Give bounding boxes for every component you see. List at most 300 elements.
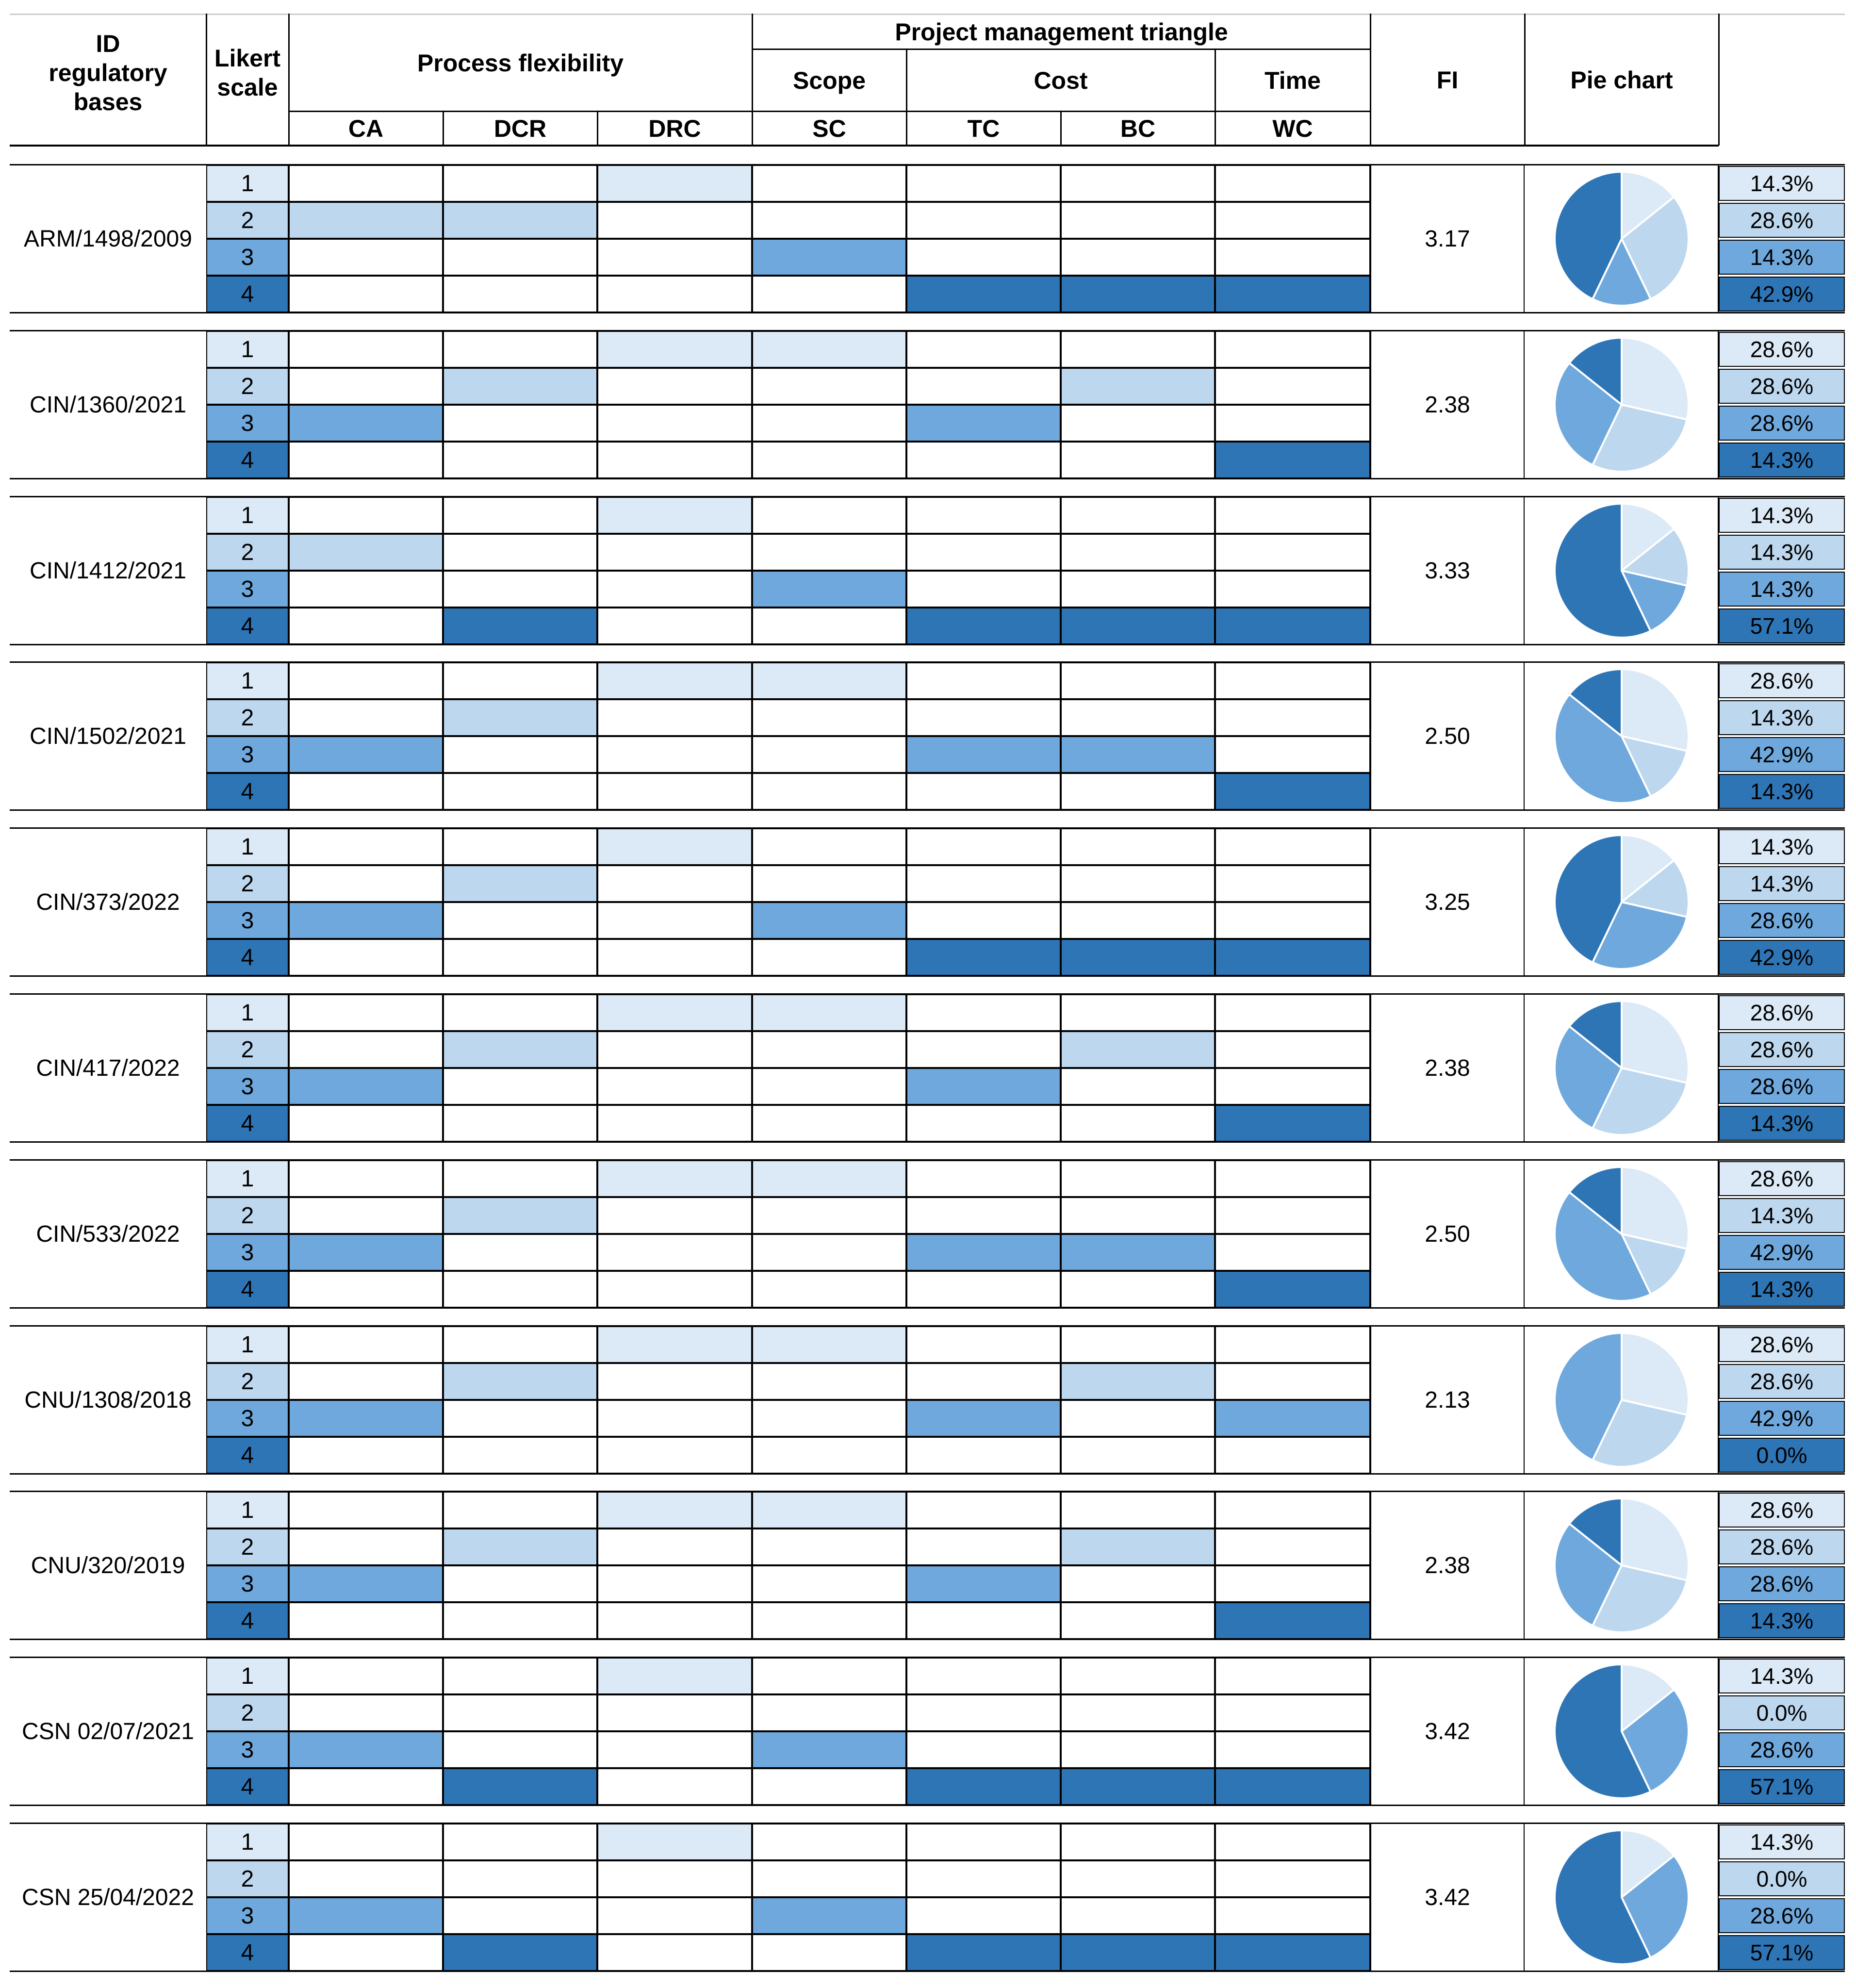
criterion-cell-sc-level-3 xyxy=(752,405,906,442)
fi-value: 3.42 xyxy=(1370,1824,1525,1971)
criterion-cell-dcr-level-1 xyxy=(443,1658,597,1694)
criterion-cell-tc-level-1 xyxy=(906,1160,1061,1197)
criterion-cell-ca-level-1 xyxy=(289,1658,443,1694)
header-col-tc: TC xyxy=(967,115,1000,142)
criterion-cell-dcr-level-2 xyxy=(443,1860,597,1897)
pie-chart xyxy=(1551,1495,1692,1636)
criterion-cell-sc-level-4 xyxy=(752,1271,906,1308)
percent-level-1: 14.3% xyxy=(1719,1824,1845,1859)
criterion-cell-ca-level-2 xyxy=(289,1363,443,1400)
criterion-cell-ca-level-2 xyxy=(289,1860,443,1897)
criterion-cell-wc-level-1 xyxy=(1215,1160,1370,1197)
percent-level-2: 14.3% xyxy=(1719,866,1845,901)
percent-level-3: 42.9% xyxy=(1719,1235,1845,1270)
likert-level-2: 2 xyxy=(206,1363,289,1400)
criterion-cell-tc-level-3 xyxy=(906,736,1061,773)
criterion-cell-dcr-level-2 xyxy=(443,1694,597,1731)
criterion-cell-wc-level-4 xyxy=(1215,1105,1370,1142)
criterion-cell-tc-level-4 xyxy=(906,276,1061,312)
criterion-cell-wc-level-2 xyxy=(1215,1031,1370,1068)
criterion-cell-ca-level-3 xyxy=(289,902,443,939)
fi-value: 2.13 xyxy=(1370,1326,1525,1474)
criterion-cell-drc-level-4 xyxy=(597,1437,752,1474)
criterion-cell-dcr-level-2 xyxy=(443,699,597,736)
criterion-cell-sc-level-4 xyxy=(752,1768,906,1805)
likert-level-2: 2 xyxy=(206,1694,289,1731)
criterion-cell-sc-level-3 xyxy=(752,736,906,773)
criterion-cell-sc-level-4 xyxy=(752,442,906,478)
criterion-cell-tc-level-3 xyxy=(906,1068,1061,1105)
percent-level-2: 28.6% xyxy=(1719,369,1845,404)
criterion-cell-ca-level-2 xyxy=(289,1031,443,1068)
pie-chart xyxy=(1551,168,1692,309)
criterion-cell-dcr-level-1 xyxy=(443,828,597,865)
percent-level-1: 14.3% xyxy=(1719,1659,1845,1693)
regulatory-base-id: CIN/1360/2021 xyxy=(30,392,186,418)
criterion-cell-drc-level-1 xyxy=(597,497,752,534)
percent-level-2: 28.6% xyxy=(1719,1032,1845,1067)
criterion-cell-drc-level-1 xyxy=(597,662,752,699)
criterion-cell-tc-level-4 xyxy=(906,1934,1061,1971)
likert-level-3: 3 xyxy=(206,902,289,939)
likert-level-2: 2 xyxy=(206,1528,289,1565)
criterion-cell-drc-level-3 xyxy=(597,1068,752,1105)
header-vline-11 xyxy=(1060,111,1062,146)
likert-level-4: 4 xyxy=(206,1437,289,1474)
percent-level-4: 42.9% xyxy=(1719,277,1845,312)
criterion-cell-sc-level-2 xyxy=(752,699,906,736)
header-vline-3 xyxy=(752,14,753,146)
likert-level-1: 1 xyxy=(206,331,289,368)
likert-level-3: 3 xyxy=(206,1897,289,1934)
criterion-cell-wc-level-4 xyxy=(1215,1271,1370,1308)
criterion-cell-tc-level-1 xyxy=(906,1824,1061,1860)
criterion-cell-ca-level-4 xyxy=(289,1602,443,1639)
criterion-cell-dcr-level-3 xyxy=(443,239,597,276)
header-vline-9 xyxy=(443,111,444,146)
criterion-cell-ca-level-3 xyxy=(289,1234,443,1271)
likert-level-4: 4 xyxy=(206,1768,289,1805)
criterion-cell-wc-level-2 xyxy=(1215,1528,1370,1565)
likert-level-2: 2 xyxy=(206,1031,289,1068)
criterion-cell-wc-level-2 xyxy=(1215,368,1370,405)
criterion-cell-dcr-level-4 xyxy=(443,1602,597,1639)
criterion-cell-sc-level-1 xyxy=(752,1160,906,1197)
criterion-cell-wc-level-1 xyxy=(1215,1658,1370,1694)
criterion-cell-ca-level-1 xyxy=(289,662,443,699)
criterion-cell-bc-level-1 xyxy=(1061,662,1215,699)
criterion-cell-tc-level-2 xyxy=(906,202,1061,239)
fi-value: 2.50 xyxy=(1370,1160,1525,1308)
criterion-cell-sc-level-3 xyxy=(752,1731,906,1768)
criterion-cell-wc-level-3 xyxy=(1215,239,1370,276)
criterion-cell-ca-level-1 xyxy=(289,1160,443,1197)
criterion-cell-bc-level-1 xyxy=(1061,828,1215,865)
criterion-cell-bc-level-1 xyxy=(1061,1326,1215,1363)
criterion-cell-drc-level-2 xyxy=(597,1363,752,1400)
likert-level-4: 4 xyxy=(206,1934,289,1971)
criterion-cell-ca-level-1 xyxy=(289,1824,443,1860)
criterion-cell-bc-level-4 xyxy=(1061,1105,1215,1142)
criterion-cell-ca-level-4 xyxy=(289,608,443,644)
criterion-cell-dcr-level-1 xyxy=(443,1160,597,1197)
header-line-bottom xyxy=(10,145,1719,147)
criterion-cell-wc-level-3 xyxy=(1215,1068,1370,1105)
criterion-cell-tc-level-1 xyxy=(906,1658,1061,1694)
criterion-cell-ca-level-4 xyxy=(289,1437,443,1474)
regulatory-base-id: CNU/1308/2018 xyxy=(24,1387,192,1413)
criterion-cell-ca-level-1 xyxy=(289,331,443,368)
criterion-cell-drc-level-1 xyxy=(597,165,752,202)
regulatory-base-id: ARM/1498/2009 xyxy=(24,226,192,252)
criterion-cell-ca-level-4 xyxy=(289,1768,443,1805)
header-line-subcols xyxy=(289,111,1370,112)
likert-level-2: 2 xyxy=(206,534,289,571)
criterion-cell-wc-level-1 xyxy=(1215,1824,1370,1860)
likert-level-3: 3 xyxy=(206,736,289,773)
criterion-cell-bc-level-1 xyxy=(1061,165,1215,202)
criterion-cell-ca-level-4 xyxy=(289,442,443,478)
criterion-cell-ca-level-3 xyxy=(289,1068,443,1105)
criterion-cell-tc-level-2 xyxy=(906,1694,1061,1731)
criterion-cell-tc-level-2 xyxy=(906,865,1061,902)
criterion-cell-drc-level-2 xyxy=(597,699,752,736)
criterion-cell-tc-level-3 xyxy=(906,571,1061,608)
criterion-cell-bc-level-4 xyxy=(1061,608,1215,644)
header-vline-2 xyxy=(288,14,290,146)
header-vline-10 xyxy=(597,111,598,146)
criterion-cell-dcr-level-4 xyxy=(443,939,597,976)
criterion-cell-wc-level-3 xyxy=(1215,736,1370,773)
criterion-cell-drc-level-4 xyxy=(597,1934,752,1971)
criterion-cell-wc-level-4 xyxy=(1215,773,1370,810)
criterion-cell-ca-level-2 xyxy=(289,202,443,239)
fi-value: 3.25 xyxy=(1370,828,1525,976)
criterion-cell-ca-level-3 xyxy=(289,405,443,442)
criterion-cell-ca-level-4 xyxy=(289,276,443,312)
percent-level-3: 28.6% xyxy=(1719,1732,1845,1767)
likert-level-1: 1 xyxy=(206,828,289,865)
criterion-cell-wc-level-4 xyxy=(1215,939,1370,976)
criterion-cell-tc-level-2 xyxy=(906,1528,1061,1565)
likert-level-1: 1 xyxy=(206,662,289,699)
criterion-cell-dcr-level-3 xyxy=(443,1565,597,1602)
percent-level-1: 28.6% xyxy=(1719,995,1845,1030)
criterion-cell-drc-level-4 xyxy=(597,773,752,810)
criterion-cell-ca-level-1 xyxy=(289,497,443,534)
criterion-cell-wc-level-1 xyxy=(1215,828,1370,865)
criterion-cell-bc-level-4 xyxy=(1061,939,1215,976)
criterion-cell-dcr-level-3 xyxy=(443,902,597,939)
criterion-cell-bc-level-2 xyxy=(1061,699,1215,736)
criterion-cell-tc-level-1 xyxy=(906,662,1061,699)
criterion-cell-dcr-level-4 xyxy=(443,1437,597,1474)
criterion-cell-dcr-level-1 xyxy=(443,1492,597,1528)
criterion-cell-drc-level-4 xyxy=(597,1768,752,1805)
criterion-cell-dcr-level-2 xyxy=(443,1197,597,1234)
criterion-cell-ca-level-4 xyxy=(289,1934,443,1971)
criterion-cell-ca-level-1 xyxy=(289,828,443,865)
criterion-cell-bc-level-3 xyxy=(1061,736,1215,773)
criterion-cell-bc-level-4 xyxy=(1061,1934,1215,1971)
pie-chart xyxy=(1551,1661,1692,1802)
criterion-cell-bc-level-2 xyxy=(1061,1528,1215,1565)
criterion-cell-drc-level-2 xyxy=(597,202,752,239)
criterion-cell-tc-level-2 xyxy=(906,1860,1061,1897)
criterion-cell-drc-level-4 xyxy=(597,442,752,478)
header-project-management-triangle: Project management triangle xyxy=(895,18,1228,46)
criterion-cell-ca-level-4 xyxy=(289,773,443,810)
likert-level-3: 3 xyxy=(206,1400,289,1437)
criterion-cell-dcr-level-4 xyxy=(443,773,597,810)
criterion-cell-drc-level-1 xyxy=(597,828,752,865)
likert-level-4: 4 xyxy=(206,1271,289,1308)
criterion-cell-bc-level-3 xyxy=(1061,1234,1215,1271)
percent-level-2: 14.3% xyxy=(1719,535,1845,570)
criterion-cell-tc-level-1 xyxy=(906,828,1061,865)
criterion-cell-dcr-level-3 xyxy=(443,1234,597,1271)
header-col-bc: BC xyxy=(1120,115,1156,142)
criterion-cell-tc-level-1 xyxy=(906,1492,1061,1528)
criterion-cell-sc-level-3 xyxy=(752,1400,906,1437)
criterion-cell-wc-level-1 xyxy=(1215,331,1370,368)
criterion-cell-dcr-level-3 xyxy=(443,1897,597,1934)
criterion-cell-sc-level-4 xyxy=(752,1602,906,1639)
criterion-cell-drc-level-1 xyxy=(597,1160,752,1197)
likert-level-3: 3 xyxy=(206,571,289,608)
criterion-cell-drc-level-3 xyxy=(597,1234,752,1271)
criterion-cell-sc-level-3 xyxy=(752,1068,906,1105)
criterion-cell-bc-level-4 xyxy=(1061,1437,1215,1474)
likert-level-4: 4 xyxy=(206,276,289,312)
likert-level-1: 1 xyxy=(206,1658,289,1694)
criterion-cell-wc-level-1 xyxy=(1215,497,1370,534)
likert-level-1: 1 xyxy=(206,1824,289,1860)
criterion-cell-dcr-level-4 xyxy=(443,1271,597,1308)
criterion-cell-drc-level-4 xyxy=(597,1271,752,1308)
percent-level-3: 28.6% xyxy=(1719,903,1845,938)
criterion-cell-ca-level-2 xyxy=(289,534,443,571)
criterion-cell-dcr-level-1 xyxy=(443,497,597,534)
likert-level-4: 4 xyxy=(206,1105,289,1142)
criterion-cell-bc-level-3 xyxy=(1061,1068,1215,1105)
criterion-cell-dcr-level-2 xyxy=(443,534,597,571)
criterion-cell-dcr-level-4 xyxy=(443,1934,597,1971)
criterion-cell-tc-level-1 xyxy=(906,165,1061,202)
fi-value: 2.38 xyxy=(1370,994,1525,1142)
percent-level-3: 28.6% xyxy=(1719,1069,1845,1104)
likert-level-4: 4 xyxy=(206,939,289,976)
criterion-cell-wc-level-3 xyxy=(1215,1731,1370,1768)
criterion-cell-sc-level-2 xyxy=(752,534,906,571)
header-col-drc: DRC xyxy=(648,115,701,142)
criterion-cell-wc-level-3 xyxy=(1215,571,1370,608)
criterion-cell-bc-level-1 xyxy=(1061,497,1215,534)
criterion-cell-tc-level-2 xyxy=(906,368,1061,405)
criterion-cell-bc-level-3 xyxy=(1061,1400,1215,1437)
criterion-cell-wc-level-3 xyxy=(1215,1897,1370,1934)
criterion-cell-bc-level-2 xyxy=(1061,1197,1215,1234)
criterion-cell-drc-level-1 xyxy=(597,994,752,1031)
criterion-cell-tc-level-4 xyxy=(906,1437,1061,1474)
regulatory-base-id: CIN/373/2022 xyxy=(36,889,180,915)
criterion-cell-sc-level-2 xyxy=(752,1031,906,1068)
criterion-cell-bc-level-4 xyxy=(1061,773,1215,810)
criterion-cell-wc-level-4 xyxy=(1215,1437,1370,1474)
percent-level-1: 14.3% xyxy=(1719,166,1845,201)
pie-chart xyxy=(1551,1330,1692,1470)
criterion-cell-bc-level-2 xyxy=(1061,368,1215,405)
pie-chart xyxy=(1551,1164,1692,1304)
criterion-cell-tc-level-3 xyxy=(906,239,1061,276)
criterion-cell-drc-level-2 xyxy=(597,534,752,571)
criterion-cell-tc-level-4 xyxy=(906,1768,1061,1805)
criterion-cell-tc-level-4 xyxy=(906,1105,1061,1142)
likert-level-1: 1 xyxy=(206,1492,289,1528)
fi-value: 3.42 xyxy=(1370,1658,1525,1805)
percent-level-4: 14.3% xyxy=(1719,443,1845,477)
criterion-cell-sc-level-2 xyxy=(752,1528,906,1565)
criterion-cell-ca-level-4 xyxy=(289,939,443,976)
criterion-cell-drc-level-4 xyxy=(597,608,752,644)
criterion-cell-sc-level-2 xyxy=(752,1363,906,1400)
criterion-cell-drc-level-2 xyxy=(597,1528,752,1565)
criterion-cell-tc-level-2 xyxy=(906,1031,1061,1068)
likert-level-4: 4 xyxy=(206,1602,289,1639)
likert-level-2: 2 xyxy=(206,1197,289,1234)
percent-level-2: 0.0% xyxy=(1719,1861,1845,1896)
criterion-cell-drc-level-2 xyxy=(597,1197,752,1234)
header-col-sc: SC xyxy=(812,115,846,142)
criterion-cell-wc-level-1 xyxy=(1215,1326,1370,1363)
criterion-cell-ca-level-1 xyxy=(289,1326,443,1363)
fi-value: 2.38 xyxy=(1370,331,1525,478)
criterion-cell-ca-level-3 xyxy=(289,736,443,773)
header-col-dcr: DCR xyxy=(493,115,547,142)
criterion-cell-ca-level-3 xyxy=(289,1897,443,1934)
criterion-cell-sc-level-3 xyxy=(752,1234,906,1271)
criterion-cell-drc-level-1 xyxy=(597,1824,752,1860)
likert-level-3: 3 xyxy=(206,239,289,276)
criterion-cell-dcr-level-1 xyxy=(443,662,597,699)
header-vline-6 xyxy=(1370,14,1371,146)
criterion-cell-wc-level-2 xyxy=(1215,1197,1370,1234)
criterion-cell-tc-level-2 xyxy=(906,534,1061,571)
criterion-cell-wc-level-3 xyxy=(1215,1234,1370,1271)
criterion-cell-sc-level-1 xyxy=(752,331,906,368)
likert-level-3: 3 xyxy=(206,1234,289,1271)
fi-value: 2.38 xyxy=(1370,1492,1525,1639)
criterion-cell-sc-level-2 xyxy=(752,865,906,902)
header-scope: Scope xyxy=(792,67,866,94)
criterion-cell-bc-level-1 xyxy=(1061,1160,1215,1197)
criterion-cell-dcr-level-4 xyxy=(443,442,597,478)
criterion-cell-tc-level-4 xyxy=(906,773,1061,810)
criterion-cell-ca-level-2 xyxy=(289,368,443,405)
header-id-regulatory-bases: ID regulatory bases xyxy=(49,30,167,115)
criterion-cell-tc-level-4 xyxy=(906,1602,1061,1639)
likert-level-3: 3 xyxy=(206,1565,289,1602)
percent-level-1: 14.3% xyxy=(1719,498,1845,533)
criterion-cell-sc-level-4 xyxy=(752,1437,906,1474)
header-vline-1 xyxy=(206,14,207,146)
criterion-cell-wc-level-4 xyxy=(1215,1602,1370,1639)
criterion-cell-ca-level-2 xyxy=(289,1694,443,1731)
criterion-cell-bc-level-2 xyxy=(1061,1363,1215,1400)
criterion-cell-drc-level-3 xyxy=(597,1731,752,1768)
likert-level-4: 4 xyxy=(206,773,289,810)
criterion-cell-sc-level-1 xyxy=(752,1824,906,1860)
percent-level-2: 28.6% xyxy=(1719,1364,1845,1399)
percent-level-4: 57.1% xyxy=(1719,608,1845,643)
likert-level-4: 4 xyxy=(206,442,289,478)
likert-level-3: 3 xyxy=(206,405,289,442)
percent-level-4: 57.1% xyxy=(1719,1769,1845,1804)
criterion-cell-wc-level-1 xyxy=(1215,994,1370,1031)
criterion-cell-wc-level-3 xyxy=(1215,405,1370,442)
percent-level-4: 14.3% xyxy=(1719,774,1845,809)
likert-level-1: 1 xyxy=(206,994,289,1031)
criterion-cell-bc-level-2 xyxy=(1061,1694,1215,1731)
criterion-cell-drc-level-3 xyxy=(597,1400,752,1437)
fi-value: 3.17 xyxy=(1370,165,1525,312)
header-col-ca: CA xyxy=(348,115,384,142)
percent-level-1: 28.6% xyxy=(1719,663,1845,698)
criterion-cell-sc-level-3 xyxy=(752,1897,906,1934)
criterion-cell-dcr-level-4 xyxy=(443,1105,597,1142)
criterion-cell-ca-level-3 xyxy=(289,1731,443,1768)
percent-level-3: 42.9% xyxy=(1719,737,1845,772)
criterion-cell-sc-level-1 xyxy=(752,994,906,1031)
header-vline-8 xyxy=(1718,14,1720,146)
likert-level-1: 1 xyxy=(206,1160,289,1197)
criterion-cell-sc-level-3 xyxy=(752,1565,906,1602)
header-vline-7 xyxy=(1524,14,1526,146)
criterion-cell-sc-level-3 xyxy=(752,902,906,939)
criterion-cell-bc-level-2 xyxy=(1061,865,1215,902)
criterion-cell-tc-level-3 xyxy=(906,1731,1061,1768)
criterion-cell-drc-level-2 xyxy=(597,368,752,405)
percent-level-2: 0.0% xyxy=(1719,1695,1845,1730)
likert-level-1: 1 xyxy=(206,497,289,534)
criterion-cell-bc-level-3 xyxy=(1061,1565,1215,1602)
pie-chart xyxy=(1551,666,1692,806)
criterion-cell-wc-level-2 xyxy=(1215,534,1370,571)
criterion-cell-sc-level-1 xyxy=(752,1492,906,1528)
percent-level-1: 28.6% xyxy=(1719,1493,1845,1528)
criterion-cell-drc-level-3 xyxy=(597,239,752,276)
criterion-cell-drc-level-1 xyxy=(597,331,752,368)
criterion-cell-tc-level-4 xyxy=(906,442,1061,478)
criterion-cell-drc-level-3 xyxy=(597,736,752,773)
fi-value: 3.33 xyxy=(1370,497,1525,644)
criterion-cell-tc-level-4 xyxy=(906,1271,1061,1308)
criterion-cell-sc-level-1 xyxy=(752,165,906,202)
pie-chart xyxy=(1551,334,1692,475)
fi-value: 2.50 xyxy=(1370,662,1525,810)
percent-level-1: 28.6% xyxy=(1719,1161,1845,1196)
criterion-cell-wc-level-2 xyxy=(1215,699,1370,736)
criterion-cell-wc-level-1 xyxy=(1215,662,1370,699)
criterion-cell-drc-level-4 xyxy=(597,1602,752,1639)
criterion-cell-drc-level-3 xyxy=(597,902,752,939)
criterion-cell-bc-level-2 xyxy=(1061,1860,1215,1897)
criterion-cell-bc-level-2 xyxy=(1061,202,1215,239)
criterion-cell-dcr-level-3 xyxy=(443,405,597,442)
percent-level-2: 14.3% xyxy=(1719,1198,1845,1233)
criterion-cell-dcr-level-4 xyxy=(443,1768,597,1805)
criterion-cell-dcr-level-1 xyxy=(443,1326,597,1363)
